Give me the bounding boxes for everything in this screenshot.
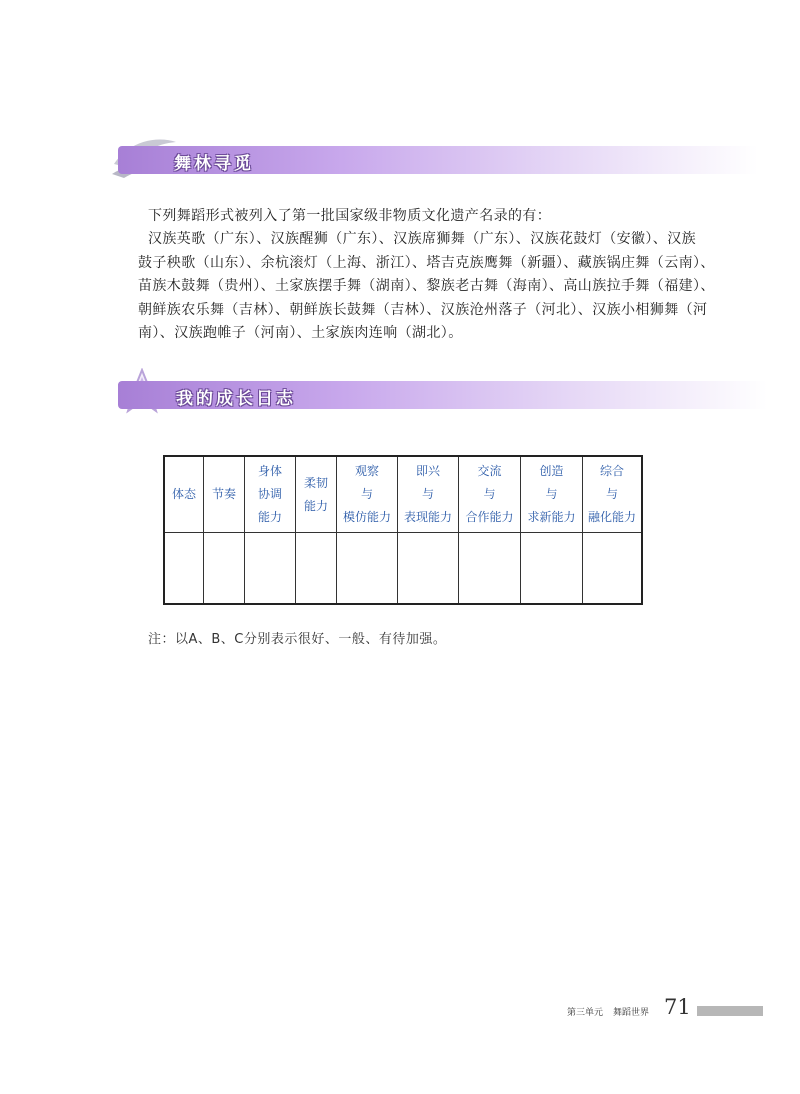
footer-book-title: 舞蹈世界 — [613, 1008, 650, 1018]
rating-cell[interactable] — [296, 533, 337, 605]
heritage-line: 朝鲜族农乐舞（吉林）、朝鲜族长鼓舞（吉林）、汉族沧州落子（河北）、汉族小相狮舞（河 — [138, 301, 708, 318]
rating-cell[interactable] — [459, 533, 521, 605]
header-cell: 即兴 与 表现能力 — [398, 456, 459, 533]
section-banner-growth-log — [118, 381, 768, 409]
rating-cell[interactable] — [398, 533, 459, 605]
rating-cell[interactable] — [245, 533, 296, 605]
table-row — [164, 533, 642, 605]
footer-bar — [697, 1006, 763, 1016]
heritage-line: 汉族英歌（广东）、汉族醒狮（广东）、汉族席狮舞（广东）、汉族花鼓灯（安徽）、汉族 — [148, 231, 696, 247]
table-header-row — [164, 456, 642, 533]
rating-cell[interactable] — [521, 533, 583, 605]
header-cell: 交流 与 合作能力 — [459, 456, 521, 533]
rating-cell[interactable] — [583, 533, 643, 605]
heritage-line: 鼓子秧歌（山东）、余杭滚灯（上海、浙江）、塔吉克族鹰舞（新疆）、藏族锅庄舞（云南）、 — [138, 254, 715, 271]
heritage-line: 南）、汉族跑帷子（河南）、土家族肉连响（湖北）。 — [138, 325, 463, 341]
rating-cell[interactable] — [164, 533, 204, 605]
section-banner-explore — [118, 146, 758, 174]
rating-cell[interactable] — [337, 533, 398, 605]
header-cell: 创造 与 求新能力 — [521, 456, 583, 533]
rating-note: 注：以A、B、C分别表示很好、一般、有待加强。 — [148, 632, 447, 647]
rating-cell[interactable] — [204, 533, 245, 605]
heritage-line: 苗族木鼓舞（贵州）、土家族摆手舞（湖南）、黎族老古舞（海南）、高山族拉手舞（福建）、 — [138, 278, 715, 294]
header-cell: 综合 与 融化能力 — [583, 456, 643, 533]
footer-unit-label: 第三单元 — [567, 1008, 604, 1018]
growth-log-table — [163, 455, 643, 605]
page-number: 71 — [664, 995, 691, 1019]
intro-text: 下列舞蹈形式被列入了第一批国家级非物质文化遗产名录的有： — [148, 208, 552, 224]
header-cell: 身体 协调 能力 — [245, 456, 296, 533]
header-cell: 柔韧 能力 — [296, 456, 337, 533]
header-cell: 体态 — [164, 456, 204, 533]
heritage-list — [138, 228, 715, 346]
header-cell: 节奏 — [204, 456, 245, 533]
section-title-growth-log: 我的成长日志 — [176, 389, 296, 409]
section-title-explore: 舞林寻觅 — [174, 154, 254, 174]
header-cell: 观察 与 模仿能力 — [337, 456, 398, 533]
